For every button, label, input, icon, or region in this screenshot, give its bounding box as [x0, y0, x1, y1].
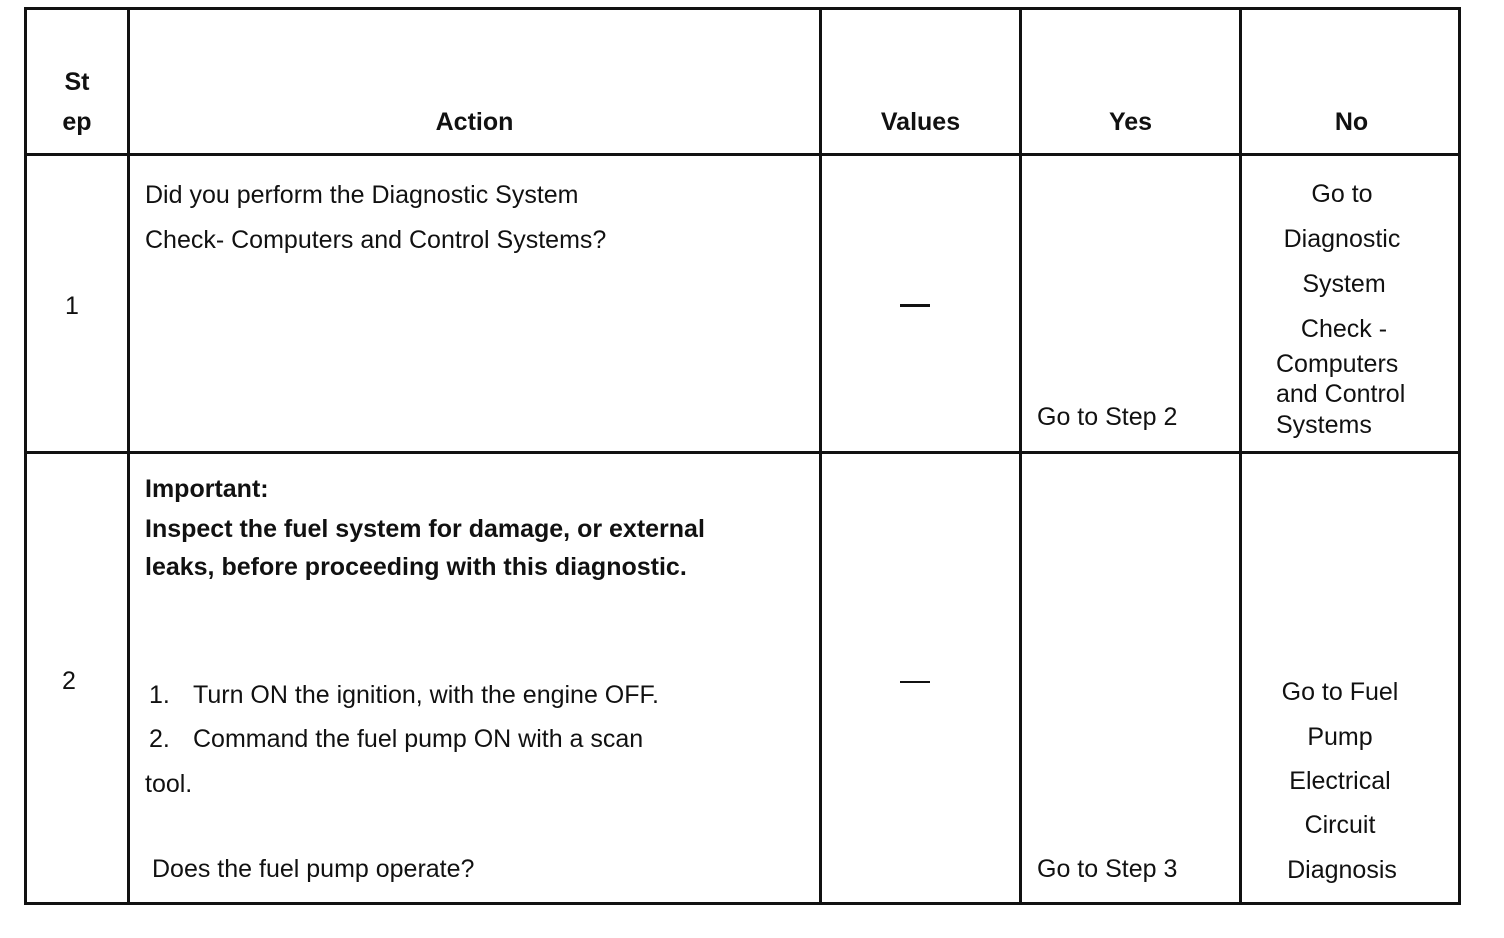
value-dash [900, 681, 930, 683]
no-action-line: System [1302, 270, 1386, 298]
no-action-line: Diagnostic [1283, 225, 1401, 253]
no-action-line: Pump [1307, 723, 1373, 751]
value-dash [900, 304, 930, 307]
column-divider [127, 10, 130, 902]
row-divider [27, 153, 1458, 156]
no-action-line: Circuit [1304, 811, 1376, 839]
step-number: 1. [149, 681, 170, 709]
important-text: Inspect the fuel system for damage, or external [145, 515, 705, 543]
important-text: leaks, before proceeding with this diagnostic. [145, 553, 687, 581]
yes-action: Go to Step 2 [1037, 403, 1178, 431]
column-divider [1019, 10, 1022, 902]
question-text: Does the fuel pump operate? [152, 855, 475, 883]
row-step-number: 2 [62, 667, 76, 695]
no-action-line: Diagnosis [1287, 856, 1397, 884]
step-continuation: tool. [145, 770, 193, 798]
no-action-line: Systems [1276, 411, 1372, 439]
header-action: Action [435, 108, 514, 136]
action-text: Did you perform the Diagnostic System [145, 181, 579, 209]
header-values: Values [880, 108, 961, 136]
no-action-line: Check - [1300, 315, 1388, 343]
header-no: No [1334, 108, 1369, 136]
header-step-line1: St [64, 68, 90, 96]
no-action-line: Computers [1276, 350, 1399, 378]
step-text: Command the fuel pump ON with a scan [193, 725, 644, 753]
header-yes: Yes [1108, 108, 1153, 136]
step-text: Turn ON the ignition, with the engine OFF. [193, 681, 659, 709]
diagnostic-table [24, 7, 1461, 905]
header-step-line2: ep [62, 108, 92, 136]
no-action-line: and Control [1276, 380, 1406, 408]
action-text: Check- Computers and Control Systems? [145, 226, 607, 254]
row-divider [27, 451, 1458, 454]
step-number: 2. [149, 725, 170, 753]
yes-action: Go to Step 3 [1037, 855, 1178, 883]
important-label: Important: [145, 475, 269, 503]
no-action-line: Go to Fuel [1281, 678, 1399, 706]
no-action-line: Electrical [1289, 767, 1391, 795]
no-action-line: Go to [1311, 180, 1373, 208]
column-divider [819, 10, 822, 902]
row-step-number: 1 [65, 292, 79, 320]
